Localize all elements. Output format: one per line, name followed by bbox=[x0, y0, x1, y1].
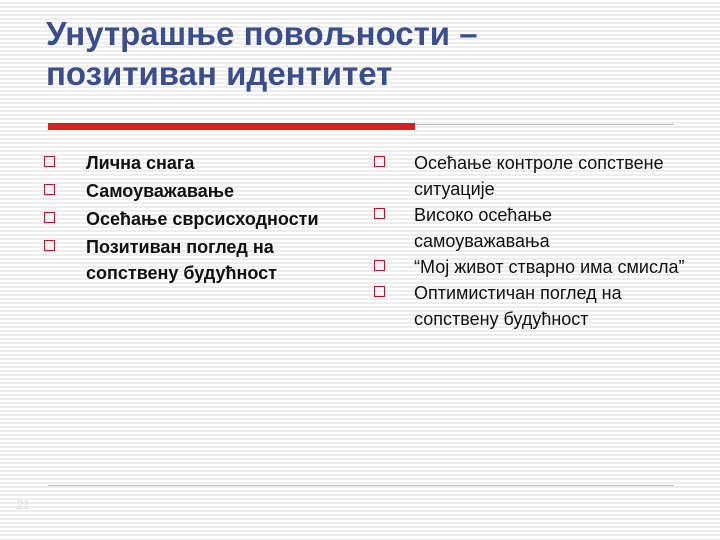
list-item bbox=[40, 234, 340, 286]
list-item bbox=[40, 206, 340, 232]
list-item-text: Високо осећање самоуважавања bbox=[414, 205, 553, 251]
list-item-text: Лична снага bbox=[86, 153, 195, 173]
slide-title-line-1: Унутрашње повољности – bbox=[46, 15, 478, 52]
list-item-text: Самоуважавање bbox=[86, 181, 235, 201]
square-bullet-icon bbox=[44, 156, 55, 167]
footer-divider bbox=[48, 485, 674, 486]
list-item bbox=[40, 150, 340, 176]
list-item-text: Осећање контроле сопствене ситуације bbox=[414, 153, 664, 199]
list-item bbox=[40, 178, 340, 204]
list-item bbox=[370, 254, 690, 280]
accent-bar bbox=[48, 123, 415, 130]
right-bullet-list bbox=[370, 150, 690, 332]
list-item-text: Осећање сврсисходности bbox=[86, 209, 319, 229]
slide-number: 21 bbox=[16, 497, 31, 512]
list-item-text: Позитиван поглед на сопствену будућност bbox=[86, 237, 277, 283]
square-bullet-icon bbox=[374, 208, 385, 219]
slide-title-line-2: позитиван идентитет bbox=[46, 55, 393, 92]
square-bullet-icon bbox=[44, 212, 55, 223]
list-item bbox=[370, 150, 690, 202]
left-bullet-list bbox=[40, 150, 340, 288]
list-item bbox=[370, 280, 690, 332]
slide-title bbox=[46, 14, 686, 94]
square-bullet-icon bbox=[374, 260, 385, 271]
square-bullet-icon bbox=[374, 156, 385, 167]
square-bullet-icon bbox=[44, 240, 55, 251]
square-bullet-icon bbox=[44, 184, 55, 195]
list-item bbox=[370, 202, 690, 254]
list-item-text: Оптимистичан поглед на сопствену будућност bbox=[414, 283, 622, 329]
square-bullet-icon bbox=[374, 286, 385, 297]
list-item-text: “Мој живот стварно има смисла” bbox=[414, 257, 685, 277]
